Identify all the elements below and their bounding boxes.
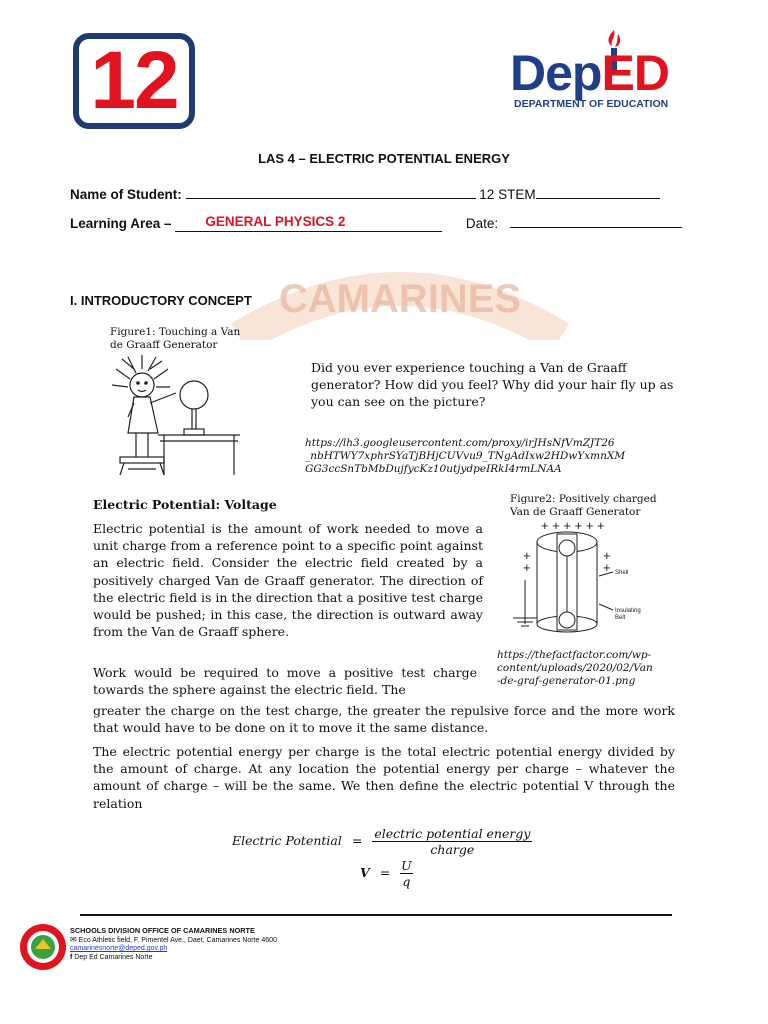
paragraph-work-rest: greater the charge on the test charge, the greater the repulsive force and the more work that would have to be done on it to move it the same distance. [93,703,675,736]
intro-question: Did you ever experience touching a Van de Graaff generator? How did you feel? Why did your hair fly up as you can see on the picture? [311,360,674,409]
footer-facebook: f Dep Ed Camarines Norte [70,953,153,961]
paragraph-potential-energy-per-charge: The electric potential energy per charge is the total electric potential energy divided by the amount of charge. At any location the potential energy per charge – whatever the amount of charge – will be the same. We then define the electric potential V through the relation [93,744,675,811]
svg-text:Shell: Shell [615,570,629,576]
footer-address: ✉ Eco Athletic field, F. Pimentel Ave., Daet, Camarines Norte 4600 [70,934,277,944]
learning-area-value: GENERAL PHYSICS 2 [205,214,346,229]
subheading-voltage: Electric Potential: Voltage [93,497,277,512]
learning-area-label: Learning Area – [70,216,172,231]
mail-icon: ✉ [70,934,77,944]
svg-text:+: + [523,560,531,575]
learning-area-row [70,215,682,232]
figure1-illustration [98,355,243,477]
footer-email-link[interactable]: camarinesnorte@deped.gov.ph [70,945,168,953]
svg-text:+: + [603,548,611,563]
deped-logo [508,28,713,110]
deped-subtitle: DEPARTMENT OF EDUCATION [514,98,669,110]
figure1-caption: Figure1: Touching a Van de Graaff Generator [110,326,241,351]
grade-badge [73,33,195,129]
strand-blank[interactable] [536,186,660,199]
footer-contact [70,927,277,962]
svg-text:Belt: Belt [615,615,626,621]
formula-v-equals-u-over-q: V = $\frac{U}{q}$ [360,858,412,889]
page-title: LAS 4 – ELECTRIC POTENTIAL ENERGY [258,151,510,166]
grade-number: 12 [90,35,178,126]
deped-wordmark: DepED [510,45,669,101]
svg-text:+: + [523,548,531,563]
svg-text:Insulating: Insulating [615,608,641,614]
svg-text:+ + + + + +: + + + + + + [541,520,605,533]
division-seal-icon [18,922,68,972]
facebook-icon: f [70,953,73,961]
name-label: Name of Student: [70,187,182,202]
strand-label: 12 STEM [479,187,536,202]
paragraph-electric-potential: Electric potential is the amount of work needed to move a unit charge from a reference point to a specific point against an electric field. Consider the electric field created by a positively charged Van de Graaff generator. The direction of the electric field is in the direction that a positive test charge would be pushed; in this case, the direction is outward away from the Van de Graaff sphere. [93,521,483,640]
figure2-illustration [495,520,655,645]
svg-text:CAMARINES: CAMARINES [278,277,522,321]
student-name-row [70,186,660,202]
formula-electric-potential: Electric Potential = electric potential energy charge [232,826,531,857]
figure2-source-url[interactable]: https://thefactfactor.com/wp- content/uploads/2020/02/Van -de-graf-generator-01.png [497,649,653,687]
svg-text:+: + [603,560,611,575]
footer-office: SCHOOLS DIVISION OFFICE OF CAMARINES NORTE [70,926,255,935]
learning-area-blank[interactable] [175,216,442,232]
paragraph-work-top: Work would be required to move a positive test charge towards the sphere against the electric field. The [93,665,477,698]
footer-divider [80,914,672,916]
date-blank[interactable] [510,215,682,228]
figure1-source-url[interactable]: https://lh3.googleusercontent.com/proxy/irJHsNfVmZJT26 _nbHTWY7xphrSYaTjBHjCUVvu9_TNgAdIxw2HDwYxmnXM GG3ccSnTbMbDujfycKz10utjydpeIRkI4rmLNAA [305,437,626,475]
section-heading-intro: I. INTRODUCTORY CONCEPT [70,293,252,308]
watermark-seal [220,250,580,340]
name-blank[interactable] [186,186,476,199]
figure2-caption: Figure2: Positively charged Van de Graaff Generator [510,493,657,518]
date-label: Date: [465,216,499,231]
